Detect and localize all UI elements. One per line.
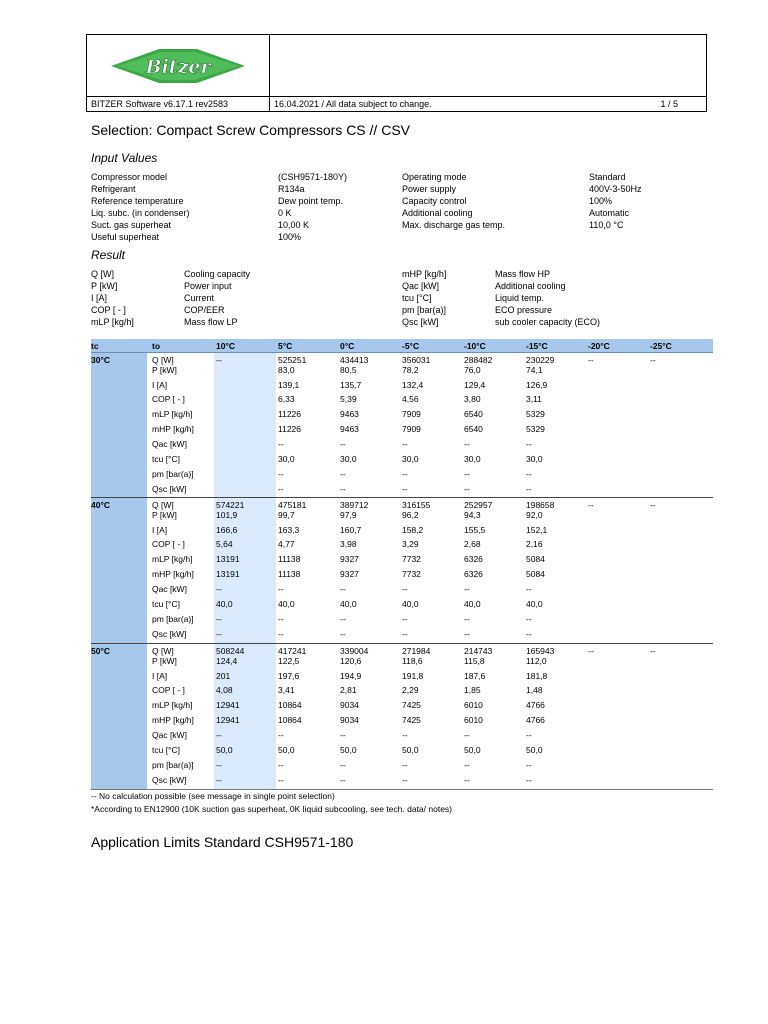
table-header-cell: -20°C xyxy=(588,341,610,351)
table-cell: -- xyxy=(216,730,222,740)
row-label: Q [W] xyxy=(152,355,174,365)
row-label: I [A] xyxy=(152,525,168,535)
table-cell: 181,8 xyxy=(526,671,548,681)
result-meaning: Liquid temp. xyxy=(495,293,545,303)
table-cell: -- xyxy=(340,730,346,740)
tc-label: 30°C xyxy=(91,355,110,365)
table-cell: 9034 xyxy=(340,715,359,725)
table-cell: 3,11 xyxy=(526,394,542,404)
table-cell: 30,0 xyxy=(526,454,543,464)
table-cell: -- xyxy=(464,730,470,740)
tc-column-band xyxy=(91,498,147,643)
table-cell: -- xyxy=(216,760,222,770)
first-column-band xyxy=(214,353,276,498)
input-label: Liq. subc. (in condenser) xyxy=(91,208,190,218)
table-cell: 12941 xyxy=(216,700,240,710)
input-value: Standard xyxy=(589,172,626,182)
table-cell: 6540 xyxy=(464,424,483,434)
table-cell: 120,6 xyxy=(340,656,362,666)
table-cell: 9327 xyxy=(340,569,359,579)
table-cell: 139,1 xyxy=(278,380,300,390)
table-cell: -- xyxy=(526,614,532,624)
input-value: 0 K xyxy=(278,208,292,218)
table-cell: 83,0 xyxy=(278,365,295,375)
table-cell: 13191 xyxy=(216,569,240,579)
table-cell: 126,9 xyxy=(526,380,548,390)
table-cell: 2,29 xyxy=(402,685,419,695)
header-divider-vertical xyxy=(269,35,270,111)
table-cell: -- xyxy=(402,629,408,639)
result-meaning: Current xyxy=(184,293,215,303)
header-divider-horizontal xyxy=(87,96,706,97)
table-header-cell: 10°C xyxy=(216,341,235,351)
table-cell: 7425 xyxy=(402,700,421,710)
table-cell: 6010 xyxy=(464,715,483,725)
table-cell: 316155 xyxy=(402,500,431,510)
table-cell: 30,0 xyxy=(464,454,481,464)
row-label: mHP [kg/h] xyxy=(152,715,194,725)
table-cell: -- xyxy=(340,629,346,639)
table-cell: 80,5 xyxy=(340,365,357,375)
table-cell: 155,5 xyxy=(464,525,486,535)
table-cell: 11226 xyxy=(278,424,302,434)
table-cell: -- xyxy=(216,584,222,594)
table-cell: -- xyxy=(464,775,470,785)
table-cell: 9463 xyxy=(340,409,359,419)
table-cell: -- xyxy=(464,629,470,639)
table-header-cell: to xyxy=(152,341,161,351)
table-header-cell: 5°C xyxy=(278,341,293,351)
table-cell: -- xyxy=(216,629,222,639)
table-cell: 2,81 xyxy=(340,685,357,695)
table-cell: 7909 xyxy=(402,424,421,434)
input-value: 100% xyxy=(278,232,302,242)
row-label: pm [bar(a)] xyxy=(152,614,194,624)
table-cell: 214743 xyxy=(464,646,493,656)
input-label: Reference temperature xyxy=(91,196,184,206)
table-cell: 574221 xyxy=(216,500,245,510)
result-symbol: tcu [°C] xyxy=(402,293,432,303)
table-cell: 187,6 xyxy=(464,671,486,681)
input-label: Compressor model xyxy=(91,172,168,182)
table-cell: 50,0 xyxy=(464,745,481,755)
result-meaning: Power input xyxy=(184,281,232,291)
page-title: Selection: Compact Screw Compressors CS // CSV xyxy=(91,122,410,138)
table-cell: 50,0 xyxy=(340,745,357,755)
table-cell: 50,0 xyxy=(526,745,543,755)
group-separator xyxy=(91,643,713,644)
result-meaning: sub cooler capacity (ECO) xyxy=(495,317,601,327)
table-cell: 40,0 xyxy=(402,599,419,609)
table-cell: -- xyxy=(402,775,408,785)
table-cell: -- xyxy=(526,760,532,770)
input-label: Useful superheat xyxy=(91,232,160,242)
table-cell: -- xyxy=(216,614,222,624)
row-label: COP [ - ] xyxy=(152,685,185,695)
input-value: 100% xyxy=(589,196,613,206)
table-cell: -- xyxy=(340,584,346,594)
table-cell: 434413 xyxy=(340,355,369,365)
date-note: 16.04.2021 / All data subject to change. xyxy=(274,99,432,109)
row-label: mHP [kg/h] xyxy=(152,569,194,579)
result-symbol: Qac [kW] xyxy=(402,281,440,291)
table-cell: -- xyxy=(340,775,346,785)
table-cell: -- xyxy=(588,646,594,656)
input-label: Max. discharge gas temp. xyxy=(402,220,506,230)
table-cell: 6326 xyxy=(464,554,483,564)
input-value: 400V-3-50Hz xyxy=(589,184,642,194)
table-cell: 356031 xyxy=(402,355,431,365)
tc-column-band xyxy=(91,644,147,789)
row-label: mLP [kg/h] xyxy=(152,700,193,710)
result-meaning: Mass flow LP xyxy=(184,317,238,327)
document-header xyxy=(86,34,707,112)
table-cell: 197,6 xyxy=(278,671,300,681)
input-label: Capacity control xyxy=(402,196,467,206)
table-cell: -- xyxy=(464,614,470,624)
table-cell: -- xyxy=(278,469,284,479)
table-cell: 30,0 xyxy=(278,454,295,464)
input-label: Suct. gas superheat xyxy=(91,220,172,230)
table-cell: 6010 xyxy=(464,700,483,710)
row-label: P [kW] xyxy=(152,656,177,666)
table-cell: 6540 xyxy=(464,409,483,419)
table-cell: 50,0 xyxy=(402,745,419,755)
table-cell: 10864 xyxy=(278,700,302,710)
table-cell: 475181 xyxy=(278,500,307,510)
row-label: Qac [kW] xyxy=(152,584,187,594)
row-label: Qsc [kW] xyxy=(152,484,187,494)
table-cell: 5084 xyxy=(526,569,545,579)
row-label: tcu [°C] xyxy=(152,745,180,755)
row-label: mLP [kg/h] xyxy=(152,409,193,419)
table-cell: 4766 xyxy=(526,715,545,725)
table-cell: 74,1 xyxy=(526,365,543,375)
result-symbol: Qsc [kW] xyxy=(402,317,439,327)
group-separator xyxy=(91,497,713,498)
tc-label: 50°C xyxy=(91,646,110,656)
table-header-cell: -15°C xyxy=(526,341,548,351)
row-label: mLP [kg/h] xyxy=(152,554,193,564)
table-cell: 30,0 xyxy=(340,454,357,464)
result-meaning: ECO pressure xyxy=(495,305,553,315)
row-label: Qac [kW] xyxy=(152,439,187,449)
table-cell: -- xyxy=(278,614,284,624)
result-symbol: Q [W] xyxy=(91,269,114,279)
table-cell: 3,41 xyxy=(278,685,295,695)
table-cell: -- xyxy=(402,730,408,740)
table-cell: 508244 xyxy=(216,646,245,656)
table-cell: -- xyxy=(402,614,408,624)
table-cell: 7732 xyxy=(402,569,421,579)
table-cell: 1,85 xyxy=(464,685,481,695)
result-symbol: I [A] xyxy=(91,293,108,303)
input-label: Refrigerant xyxy=(91,184,136,194)
result-meaning: Additional cooling xyxy=(495,281,566,291)
table-cell: 9034 xyxy=(340,700,359,710)
table-cell: 12941 xyxy=(216,715,240,725)
row-label: pm [bar(a)] xyxy=(152,760,194,770)
table-cell: 2,16 xyxy=(526,539,543,549)
table-cell: 201 xyxy=(216,671,231,681)
table-cell: 7732 xyxy=(402,554,421,564)
table-cell: -- xyxy=(402,760,408,770)
table-cell: 78,2 xyxy=(402,365,419,375)
table-cell: -- xyxy=(526,775,532,785)
row-label: Qac [kW] xyxy=(152,730,187,740)
row-label: mHP [kg/h] xyxy=(152,424,194,434)
table-cell: 92,0 xyxy=(526,510,543,520)
result-symbol: mLP [kg/h] xyxy=(91,317,134,327)
table-cell: 97,9 xyxy=(340,510,357,520)
row-label: Q [W] xyxy=(152,500,174,510)
logo-text: Bitzer xyxy=(145,56,211,78)
table-cell: 7425 xyxy=(402,715,421,725)
input-label: Operating mode xyxy=(402,172,467,182)
table-cell: 122,5 xyxy=(278,656,300,666)
table-cell: 166,6 xyxy=(216,525,238,535)
table-cell: 50,0 xyxy=(216,745,233,755)
table-cell: 115,8 xyxy=(464,656,485,666)
table-cell: -- xyxy=(526,730,532,740)
table-cell: -- xyxy=(650,500,656,510)
table-cell: -- xyxy=(340,469,346,479)
table-cell: 339004 xyxy=(340,646,369,656)
table-header-cell: 0°C xyxy=(340,341,355,351)
software-version: BITZER Software v6.17.1 rev2583 xyxy=(91,99,229,109)
table-cell: 6326 xyxy=(464,569,483,579)
table-cell: 5,64 xyxy=(216,539,233,549)
row-label: I [A] xyxy=(152,380,168,390)
tc-label: 40°C xyxy=(91,500,110,510)
row-label: COP [ - ] xyxy=(152,539,185,549)
table-cell: 1,48 xyxy=(526,685,543,695)
table-cell: 40,0 xyxy=(278,599,295,609)
table-cell: 40,0 xyxy=(340,599,357,609)
table-cell: 40,0 xyxy=(216,599,233,609)
page-number: 1 / 5 xyxy=(660,99,678,109)
result-symbol: pm [bar(a)] xyxy=(402,305,447,315)
table-cell: 118,6 xyxy=(402,656,423,666)
table-cell: 9463 xyxy=(340,424,359,434)
table-cell: -- xyxy=(278,439,284,449)
table-cell: 99,7 xyxy=(278,510,295,520)
row-label: COP [ - ] xyxy=(152,394,185,404)
table-cell: -- xyxy=(588,500,594,510)
table-cell: 163,3 xyxy=(278,525,300,535)
table-cell: -- xyxy=(464,484,470,494)
table-cell: 165943 xyxy=(526,646,555,656)
table-cell: 3,98 xyxy=(340,539,357,549)
table-cell: -- xyxy=(526,484,532,494)
table-cell: 2,68 xyxy=(464,539,481,549)
input-value: Dew point temp. xyxy=(278,196,344,206)
result-meaning: COP/EER xyxy=(184,305,225,315)
table-cell: 3,29 xyxy=(402,539,419,549)
table-cell: 4,08 xyxy=(216,685,233,695)
result-symbol: COP [ - ] xyxy=(91,305,126,315)
table-header-cell: -5°C xyxy=(402,341,420,351)
row-label: I [A] xyxy=(152,671,168,681)
table-cell: -- xyxy=(278,629,284,639)
table-cell: -- xyxy=(402,484,408,494)
table-cell: 94,3 xyxy=(464,510,481,520)
table-cell: -- xyxy=(278,760,284,770)
result-symbol: mHP [kg/h] xyxy=(402,269,447,279)
table-cell: -- xyxy=(526,469,532,479)
table-cell: 152,1 xyxy=(526,525,548,535)
table-cell: 4766 xyxy=(526,700,545,710)
bitzer-logo xyxy=(109,43,247,89)
table-cell: 194,9 xyxy=(340,671,362,681)
table-cell: -- xyxy=(464,439,470,449)
table-cell: -- xyxy=(402,584,408,594)
table-cell: 112,0 xyxy=(526,656,547,666)
table-cell: 6,33 xyxy=(278,394,295,404)
table-cell: 198658 xyxy=(526,500,555,510)
input-value: R134a xyxy=(278,184,305,194)
table-cell: -- xyxy=(464,584,470,594)
table-cell: -- xyxy=(650,355,656,365)
table-cell: -- xyxy=(464,760,470,770)
input-label: Additional cooling xyxy=(402,208,473,218)
table-cell: -- xyxy=(340,484,346,494)
table-cell: 4,77 xyxy=(278,539,295,549)
table-cell: 160,7 xyxy=(340,525,362,535)
row-label: tcu [°C] xyxy=(152,454,180,464)
table-cell: 389712 xyxy=(340,500,369,510)
table-cell: 132,4 xyxy=(402,380,424,390)
table-cell: -- xyxy=(278,775,284,785)
application-limits-title: Application Limits Standard CSH9571-180 xyxy=(91,834,354,850)
table-cell: 40,0 xyxy=(464,599,481,609)
row-label: P [kW] xyxy=(152,365,177,375)
table-cell: -- xyxy=(464,469,470,479)
table-cell: -- xyxy=(216,355,222,365)
table-header-cell: -10°C xyxy=(464,341,486,351)
table-cell: -- xyxy=(588,355,594,365)
table-bottom-border xyxy=(91,789,713,790)
table-cell: -- xyxy=(650,646,656,656)
table-cell: 5329 xyxy=(526,424,545,434)
row-label: tcu [°C] xyxy=(152,599,180,609)
table-cell: 129,4 xyxy=(464,380,486,390)
tc-column-band xyxy=(91,353,147,498)
table-cell: 135,7 xyxy=(340,380,362,390)
table-cell: -- xyxy=(402,469,408,479)
input-value: Automatic xyxy=(589,208,630,218)
table-cell: 11138 xyxy=(278,554,301,564)
table-header-cell: -25°C xyxy=(650,341,672,351)
table-cell: 191,8 xyxy=(402,671,424,681)
table-cell: 76,0 xyxy=(464,365,481,375)
table-cell: 11138 xyxy=(278,569,301,579)
input-value: 110,0 °C xyxy=(589,220,624,230)
table-cell: 11226 xyxy=(278,409,302,419)
table-cell: -- xyxy=(526,584,532,594)
table-cell: 252957 xyxy=(464,500,493,510)
table-cell: 5,39 xyxy=(340,394,357,404)
table-cell: 50,0 xyxy=(278,745,295,755)
note-no-calculation: -- No calculation possible (see message in single point selection) xyxy=(91,791,335,801)
result-heading: Result xyxy=(91,248,126,262)
table-cell: 9327 xyxy=(340,554,359,564)
input-label: Power supply xyxy=(402,184,457,194)
table-cell: 124,4 xyxy=(216,656,238,666)
row-label: P [kW] xyxy=(152,510,177,520)
input-values-heading: Input Values xyxy=(91,151,158,165)
table-cell: 7909 xyxy=(402,409,421,419)
table-header-cell: tc xyxy=(91,341,99,351)
table-cell: -- xyxy=(278,730,284,740)
table-cell: 158,2 xyxy=(402,525,424,535)
table-cell: 417241 xyxy=(278,646,307,656)
table-cell: 230229 xyxy=(526,355,555,365)
table-header-row xyxy=(91,339,713,353)
table-cell: 5329 xyxy=(526,409,545,419)
table-cell: 5084 xyxy=(526,554,545,564)
table-cell: 96,2 xyxy=(402,510,419,520)
result-meaning: Mass flow HP xyxy=(495,269,551,279)
table-cell: 525251 xyxy=(278,355,307,365)
input-value: (CSH9571-180Y) xyxy=(278,172,348,182)
table-cell: 10864 xyxy=(278,715,302,725)
result-meaning: Cooling capacity xyxy=(184,269,251,279)
row-label: Qsc [kW] xyxy=(152,629,187,639)
table-cell: 40,0 xyxy=(526,599,543,609)
result-symbol: P [kW] xyxy=(91,281,118,291)
table-cell: 271984 xyxy=(402,646,431,656)
input-value: 10,00 K xyxy=(278,220,310,230)
table-cell: 30,0 xyxy=(402,454,419,464)
table-cell: 101,9 xyxy=(216,510,238,520)
table-cell: 3,80 xyxy=(464,394,481,404)
table-cell: -- xyxy=(216,775,222,785)
table-cell: 13191 xyxy=(216,554,240,564)
table-cell: -- xyxy=(340,614,346,624)
table-cell: -- xyxy=(278,484,284,494)
table-cell: -- xyxy=(340,760,346,770)
table-cell: -- xyxy=(526,439,532,449)
table-cell: -- xyxy=(340,439,346,449)
row-label: pm [bar(a)] xyxy=(152,469,194,479)
note-en12900: *According to EN12900 (10K suction gas superheat, 0K liquid subcooling, see tech. data/ notes) xyxy=(91,804,453,814)
table-cell: -- xyxy=(278,584,284,594)
table-cell: 288482 xyxy=(464,355,493,365)
row-label: Q [W] xyxy=(152,646,174,656)
table-cell: 4,56 xyxy=(402,394,419,404)
row-label: Qsc [kW] xyxy=(152,775,187,785)
table-cell: -- xyxy=(402,439,408,449)
table-cell: -- xyxy=(526,629,532,639)
